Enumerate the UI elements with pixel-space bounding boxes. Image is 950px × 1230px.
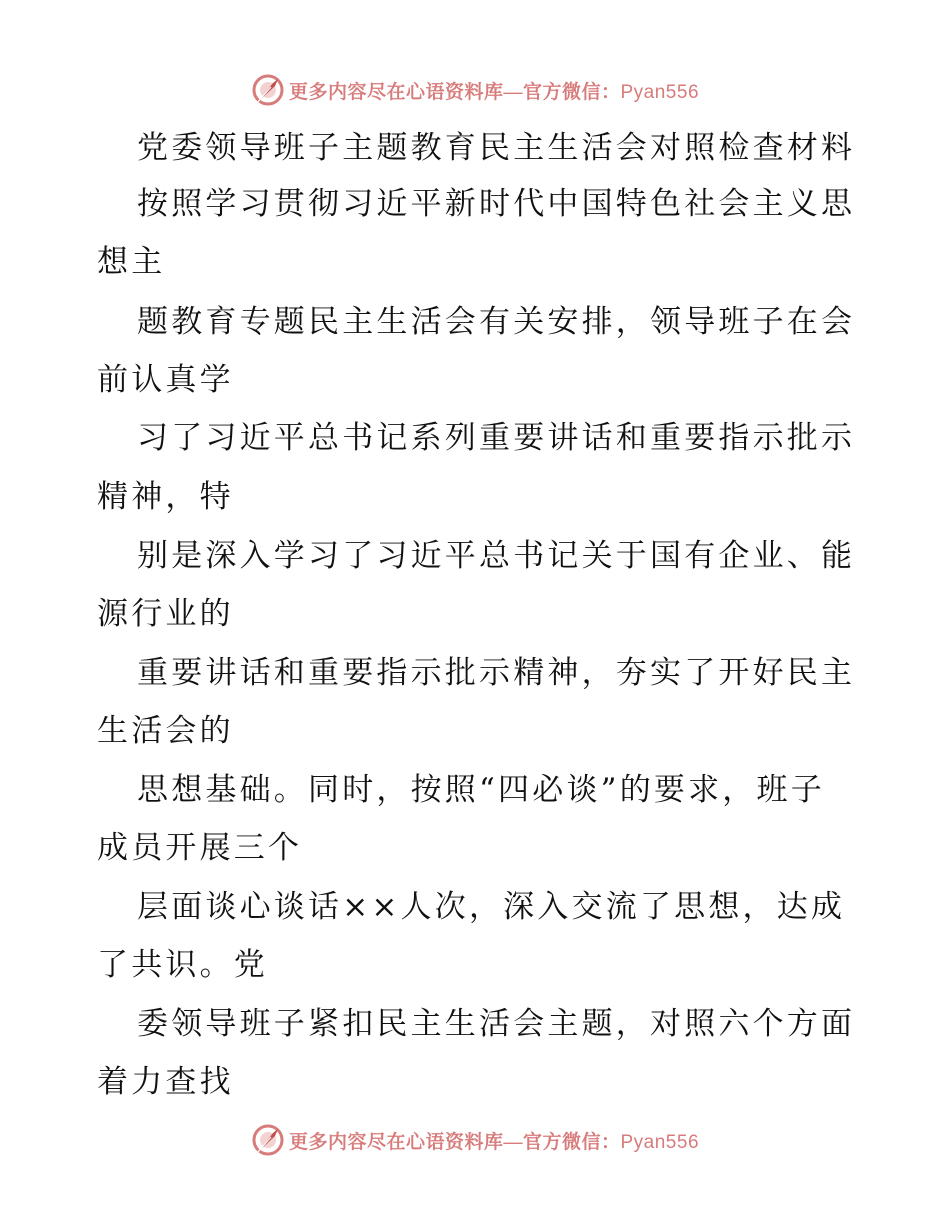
doc-line: 题教育专题民主生活会有关安排，领导班子在会 xyxy=(137,304,856,340)
watermark-text xyxy=(289,1127,699,1154)
doc-line: 想主 xyxy=(97,244,166,280)
doc-title: 党委领导班子主题教育民主生活会对照检查材料 xyxy=(137,130,856,166)
doc-line: 重要讲话和重要指示批示精神，夯实了开好民主 xyxy=(137,655,856,691)
doc-line: 思想基础。同时，按照“四必谈”的要求，班子 xyxy=(137,772,825,808)
doc-line: 精神，特 xyxy=(97,479,234,515)
quill-logo-icon xyxy=(251,73,285,107)
watermark-text xyxy=(289,77,699,104)
footer-watermark xyxy=(0,1120,950,1160)
doc-line: 了共识。党 xyxy=(97,947,268,983)
doc-line: 习了习近平总书记系列重要讲话和重要指示批示 xyxy=(137,420,856,456)
header-watermark xyxy=(0,70,950,110)
doc-line: 委领导班子紧扣民主生活会主题，对照六个方面 xyxy=(137,1006,856,1042)
doc-line: 成员开展三个 xyxy=(97,830,303,866)
doc-line: 按照学习贯彻习近平新时代中国特色社会主义思 xyxy=(137,186,856,222)
watermark-cn-text: 更多内容尽在心语资料库—官方微信： xyxy=(288,1131,621,1153)
watermark-wechat-id: Pyan556 xyxy=(620,1131,700,1153)
watermark-cn-text: 更多内容尽在心语资料库—官方微信： xyxy=(288,81,621,103)
doc-line: 生活会的 xyxy=(97,713,234,749)
doc-line: 着力查找 xyxy=(97,1064,234,1100)
watermark-wechat-id: Pyan556 xyxy=(620,81,700,103)
doc-line: 层面谈心谈话××人次，深入交流了思想，达成 xyxy=(137,889,846,925)
doc-line: 别是深入学习了习近平总书记关于国有企业、能 xyxy=(137,538,856,574)
quill-logo-icon xyxy=(251,1123,285,1157)
doc-line: 源行业的 xyxy=(97,596,234,632)
doc-line: 前认真学 xyxy=(97,362,234,398)
